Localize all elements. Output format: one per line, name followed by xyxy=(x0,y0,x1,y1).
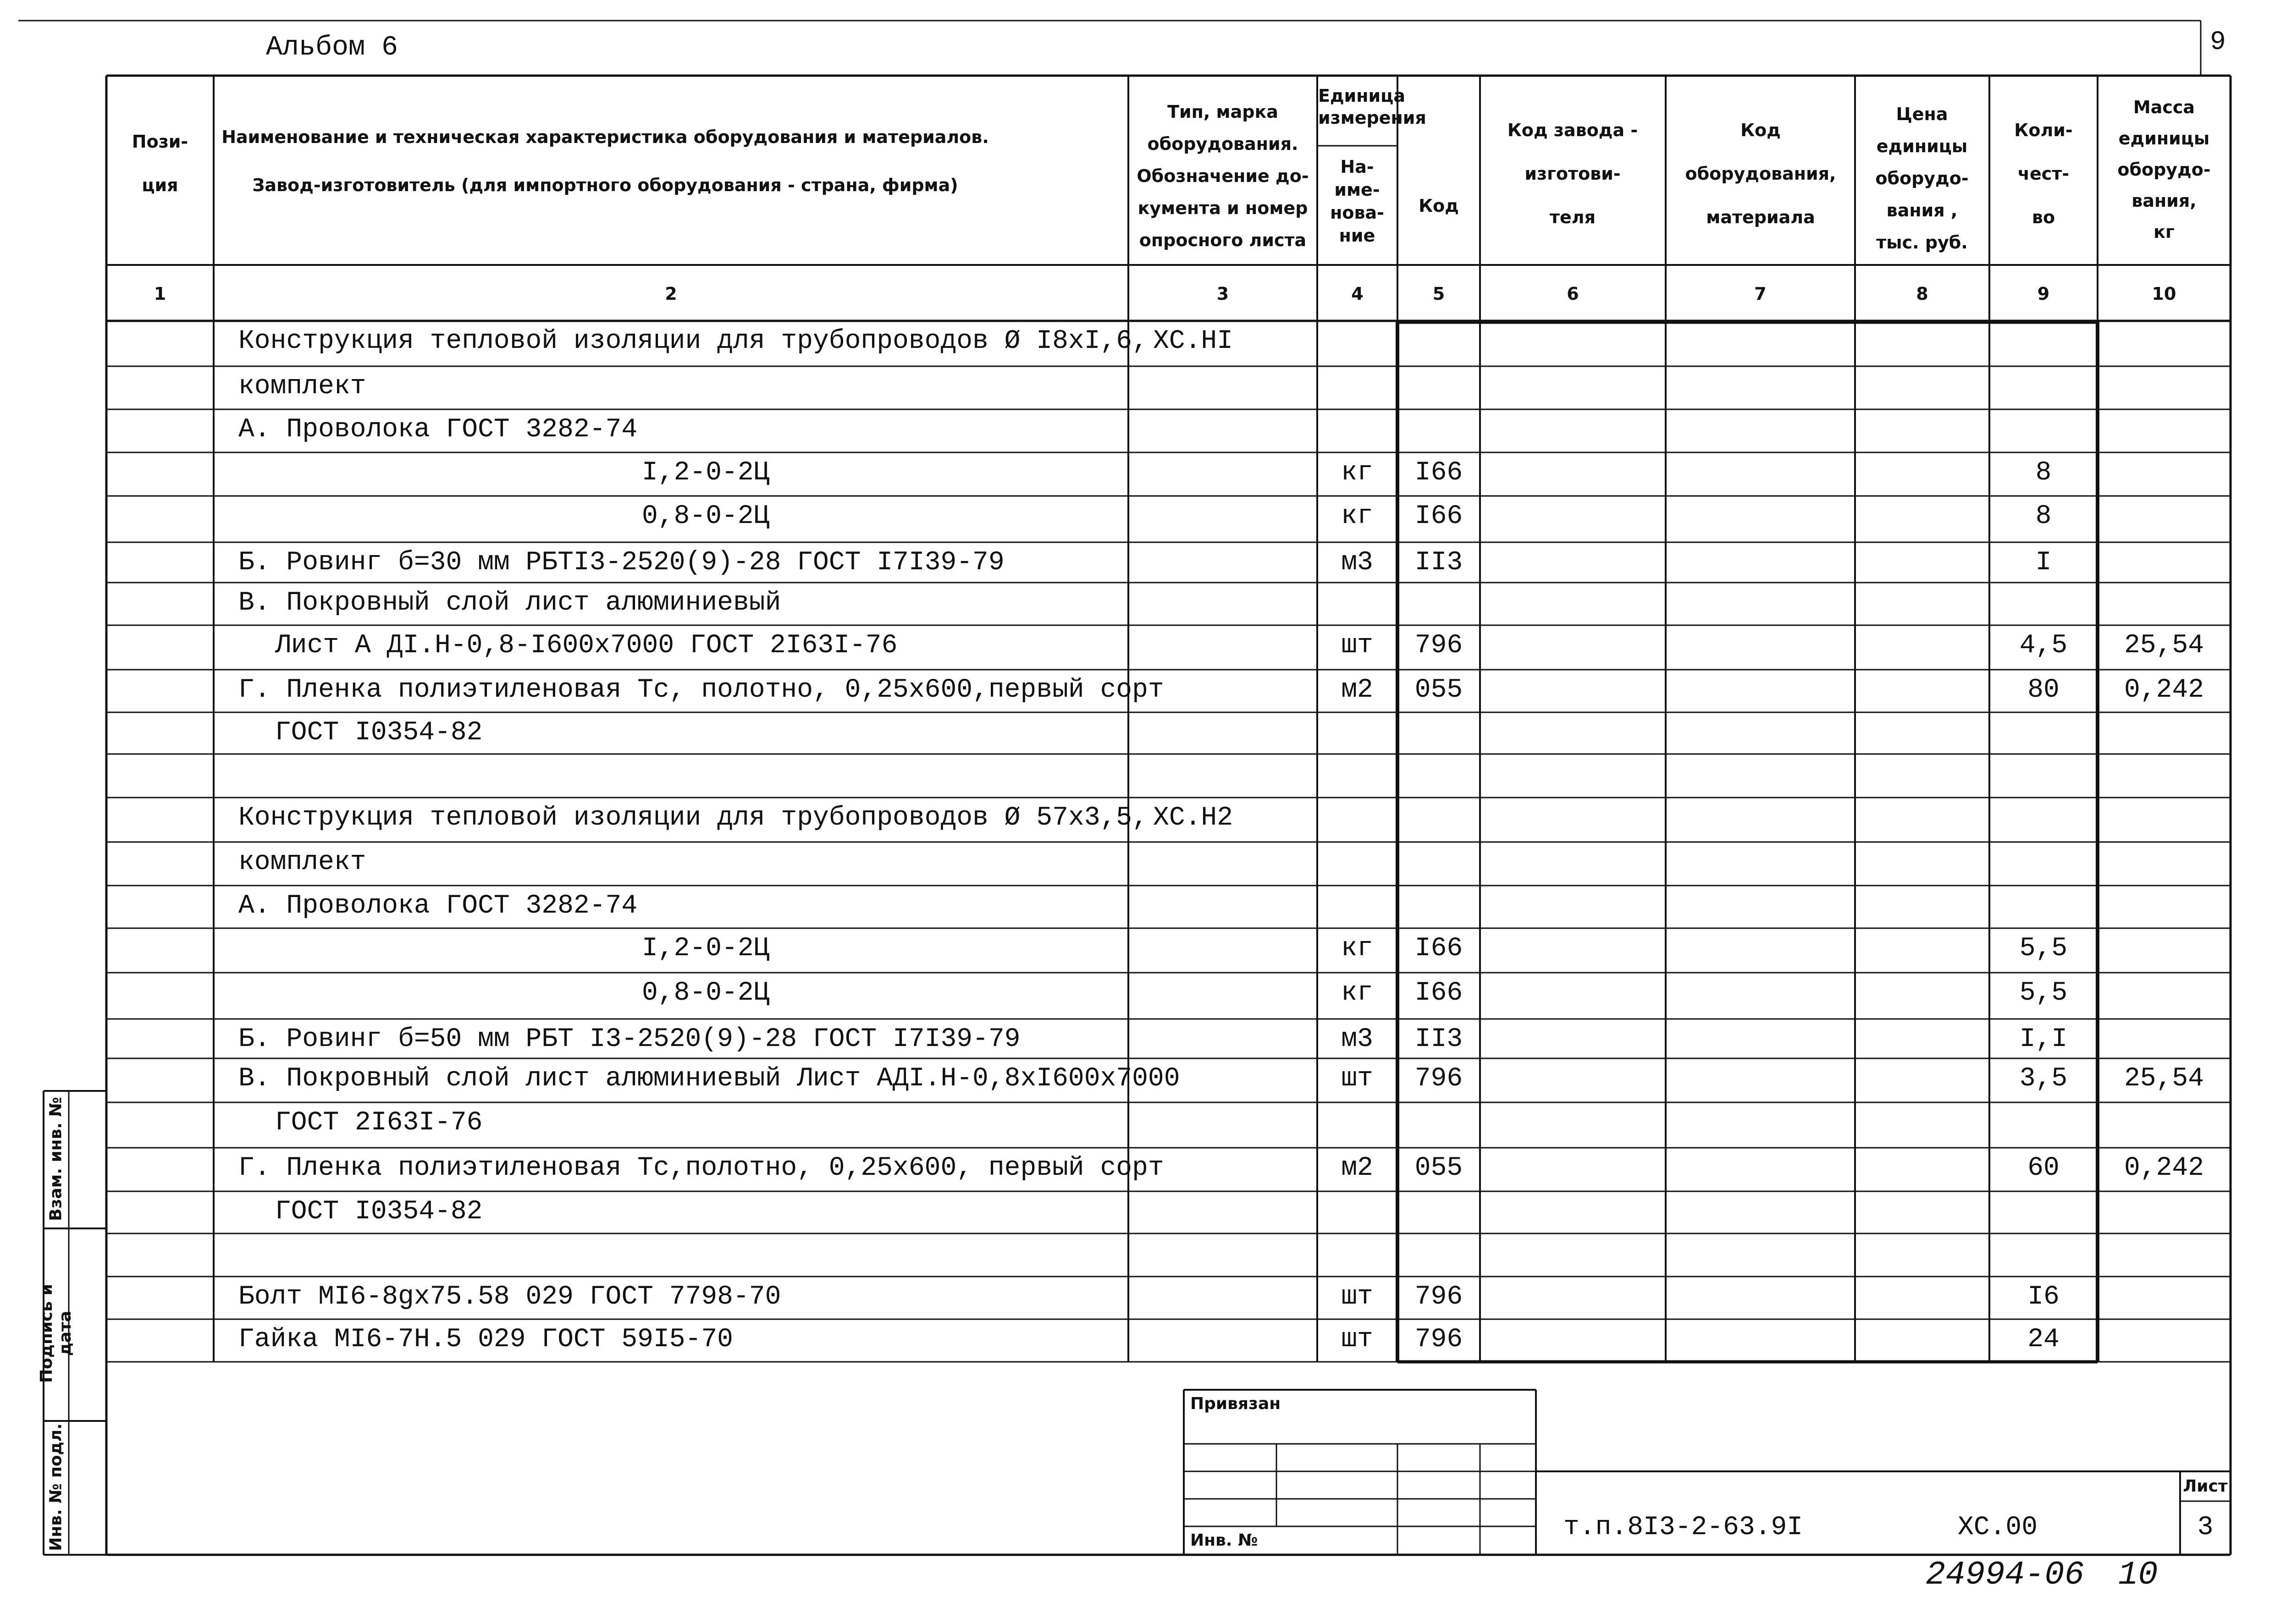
item-code: I66 xyxy=(1414,501,1463,531)
column-number: 2 xyxy=(665,284,677,304)
item-unit: м3 xyxy=(1341,548,1373,578)
item-unit: кг xyxy=(1341,501,1373,531)
item-unit: кг xyxy=(1341,934,1373,963)
header-price: вания , xyxy=(1886,200,1958,220)
item-code: 796 xyxy=(1414,1325,1463,1354)
column-number: 4 xyxy=(1351,284,1364,304)
item-code: I66 xyxy=(1414,978,1463,1008)
item-mass: 0,242 xyxy=(2124,1153,2204,1183)
item-unit: шт xyxy=(1341,1325,1373,1354)
item-name: комплект xyxy=(238,372,366,402)
item-unit: м2 xyxy=(1341,675,1373,705)
item-unit: шт xyxy=(1341,631,1373,661)
header-equipment-code: материала xyxy=(1706,207,1815,227)
item-qty: 8 xyxy=(2035,458,2052,488)
item-qty: 5,5 xyxy=(2019,978,2068,1008)
item-name: А. Проволока ГОСТ 3282-74 xyxy=(238,415,638,445)
header-mass: кг xyxy=(2154,222,2175,242)
header-price: Цена xyxy=(1896,104,1948,124)
item-unit: кг xyxy=(1341,458,1373,488)
item-name: Гайка МI6-7Н.5 029 ГОСТ 59I5-70 xyxy=(238,1325,733,1354)
item-type: ХС.НI xyxy=(1153,326,1233,356)
item-name: Г. Пленка полиэтиленовая Тс, полотно, 0,25x600,первый сорт xyxy=(238,675,1164,705)
header-type: оборудования. xyxy=(1147,134,1298,154)
header-maker-code: теля xyxy=(1549,207,1596,227)
header-unit: измерения xyxy=(1318,108,1426,128)
header-equipment-code: оборудования, xyxy=(1685,164,1836,184)
column-number: 9 xyxy=(2037,284,2050,304)
item-qty: 8 xyxy=(2035,501,2052,531)
stamp-mark: ХС.00 xyxy=(1958,1513,2038,1542)
item-name: Б. Ровинг б=50 мм РБТ I3-2520(9)-28 ГОСТ I7I39-79 xyxy=(238,1024,1021,1054)
header-type: Тип, марка xyxy=(1167,102,1278,122)
column-number: 3 xyxy=(1216,284,1229,304)
header-unit-name: име- xyxy=(1334,180,1380,200)
header-unit-name: ние xyxy=(1339,226,1375,246)
side-label: Инв. № подл. xyxy=(46,1423,66,1551)
item-name: I,2-0-2Ц xyxy=(642,934,770,963)
header-name: Завод-изготовитель (для импортного оборудования - страна, фирма) xyxy=(252,175,958,195)
item-code: II3 xyxy=(1414,1024,1463,1054)
header-mass: вания, xyxy=(2131,191,2197,211)
header-qty: во xyxy=(2032,207,2055,227)
item-mass: 25,54 xyxy=(2124,631,2204,661)
item-unit: кг xyxy=(1341,978,1373,1008)
item-name: ГОСТ 2I63I-76 xyxy=(275,1108,483,1138)
header-unit: Единица xyxy=(1318,86,1405,106)
stamp-list-number: 3 xyxy=(2197,1513,2214,1542)
item-code: 796 xyxy=(1414,1282,1463,1312)
header-price: оборудо- xyxy=(1875,168,1969,188)
column-number: 8 xyxy=(1916,284,1928,304)
item-unit: м3 xyxy=(1341,1024,1373,1054)
header-position: Пози- xyxy=(132,132,188,152)
header-mass: единицы xyxy=(2118,128,2210,149)
item-qty: 60 xyxy=(2027,1153,2060,1183)
column-number: 6 xyxy=(1567,284,1579,304)
item-mass: 0,242 xyxy=(2124,675,2204,705)
item-code: I66 xyxy=(1414,934,1463,963)
item-name: ГОСТ I0354-82 xyxy=(275,1197,483,1227)
item-mass: 25,54 xyxy=(2124,1064,2204,1094)
item-name: ГОСТ I0354-82 xyxy=(275,718,483,748)
side-label: Подпись и дата xyxy=(37,1284,75,1383)
item-code: II3 xyxy=(1414,548,1463,578)
header-price: тыс. руб. xyxy=(1876,232,1968,253)
stamp-inv-number: Инв. № xyxy=(1190,1531,1258,1550)
header-type: опросного листа xyxy=(1139,230,1307,250)
item-name: 0,8-0-2Ц xyxy=(642,501,770,531)
header-unit-name: нова- xyxy=(1330,203,1384,223)
item-code: I66 xyxy=(1414,458,1463,488)
item-name: А. Проволока ГОСТ 3282-74 xyxy=(238,891,638,921)
side-label: Взам. инв. № xyxy=(46,1097,66,1221)
header-maker-code: изготови- xyxy=(1524,164,1621,184)
item-qty: 4,5 xyxy=(2019,631,2068,661)
album-title: Альбом 6 xyxy=(266,32,398,63)
item-name: комплект xyxy=(238,848,366,877)
item-qty: 5,5 xyxy=(2019,934,2068,963)
item-qty: I,I xyxy=(2019,1024,2068,1054)
header-mass: Масса xyxy=(2133,97,2195,117)
item-unit: м2 xyxy=(1341,1153,1373,1183)
item-name: Болт МI6-8gx75.58 029 ГОСТ 7798-70 xyxy=(238,1282,781,1312)
header-qty: чест- xyxy=(2017,164,2070,184)
item-name: Б. Ровинг б=30 мм РБТI3-2520(9)-28 ГОСТ I7I39-79 xyxy=(238,548,1005,578)
item-name: 0,8-0-2Ц xyxy=(642,978,770,1008)
item-type: ХС.Н2 xyxy=(1153,803,1233,833)
archive-sheet: 10 xyxy=(2118,1556,2158,1594)
item-qty: I6 xyxy=(2027,1282,2060,1312)
item-name: Конструкция тепловой изоляции для трубопроводов Ø I8xI,6, xyxy=(238,326,1148,356)
header-name: Наименование и техническая характеристика оборудования и материалов. xyxy=(221,127,989,147)
item-code: 055 xyxy=(1414,1153,1463,1183)
item-name: В. Покровный слой лист алюминиевый xyxy=(238,588,781,618)
stamp-list-label: Лист xyxy=(2183,1477,2228,1496)
header-unit-name: На- xyxy=(1340,157,1374,177)
item-unit: шт xyxy=(1341,1064,1373,1094)
item-qty: 80 xyxy=(2027,675,2060,705)
item-qty: I xyxy=(2035,548,2052,578)
column-number: 7 xyxy=(1754,284,1767,304)
item-code: 796 xyxy=(1414,631,1463,661)
item-code: 796 xyxy=(1414,1064,1463,1094)
archive-number: 24994-06 xyxy=(1926,1556,2084,1594)
item-name: Конструкция тепловой изоляции для трубопроводов Ø 57x3,5, xyxy=(238,803,1148,833)
header-equipment-code: Код xyxy=(1740,120,1781,140)
item-name: Г. Пленка полиэтиленовая Тс,полотно, 0,25x600, первый сорт xyxy=(238,1153,1164,1183)
header-maker-code: Код завода - xyxy=(1507,120,1638,140)
column-number: 5 xyxy=(1432,284,1445,304)
item-unit: шт xyxy=(1341,1282,1373,1312)
header-price: единицы xyxy=(1876,136,1968,156)
item-qty: 3,5 xyxy=(2019,1064,2068,1094)
header-type: Обозначение до- xyxy=(1137,166,1309,186)
header-mass: оборудо- xyxy=(2117,160,2211,180)
item-name: I,2-0-2Ц xyxy=(642,458,770,488)
item-code: 055 xyxy=(1414,675,1463,705)
item-qty: 24 xyxy=(2027,1325,2060,1354)
item-name: Лист А ДI.Н-0,8-I600x7000 ГОСТ 2I63I-76 xyxy=(275,631,898,661)
column-number: 1 xyxy=(154,284,166,304)
stamp-privyazan: Привязан xyxy=(1190,1394,1281,1413)
header-qty: Коли- xyxy=(2014,120,2073,140)
header-position: ция xyxy=(142,175,178,195)
stamp-document-number: т.п.8I3-2-63.9I xyxy=(1563,1513,1803,1542)
item-name: В. Покровный слой лист алюминиевый Лист АДI.Н-0,8xI600x7000 xyxy=(238,1064,1180,1094)
corner-page-number: 9 xyxy=(2210,28,2226,57)
header-type: кумента и номер xyxy=(1138,198,1308,218)
header-code: Код xyxy=(1419,196,1459,216)
column-number: 10 xyxy=(2152,284,2176,304)
